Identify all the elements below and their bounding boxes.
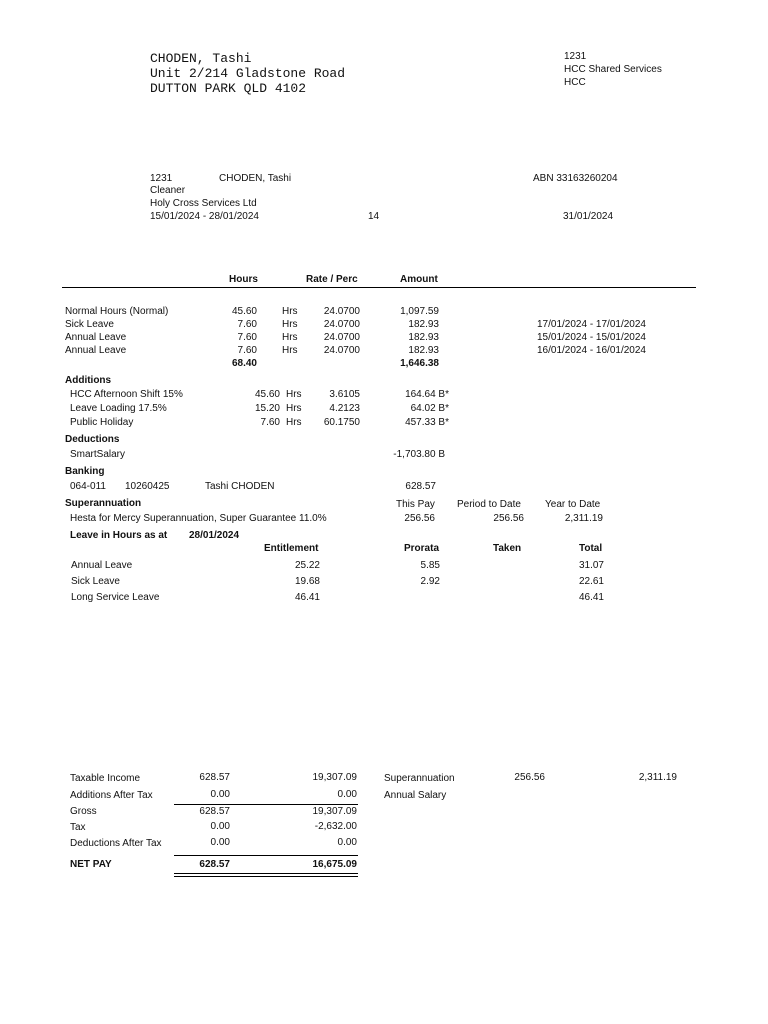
- banking-name: Tashi CHODEN: [205, 481, 275, 492]
- summary-current: 0.00: [210, 821, 230, 832]
- summary-ytd: 19,307.09: [312, 806, 357, 817]
- earning-unit: Hrs: [282, 332, 298, 343]
- leave-total: 31.07: [578, 560, 604, 571]
- leave-prorata: 5.85: [420, 560, 440, 571]
- leave-total: 22.61: [578, 576, 604, 587]
- header-divider: [62, 287, 696, 288]
- employer-line1: HCC Shared Services: [564, 64, 662, 75]
- super-period: 256.56: [493, 513, 524, 524]
- summary-current: 628.57: [199, 806, 230, 817]
- net-pay-current: 628.57: [199, 859, 230, 870]
- addition-amount: 164.64 B*: [405, 389, 449, 400]
- summary-label: Additions After Tax: [70, 790, 153, 801]
- addition-label: Leave Loading 17.5%: [70, 403, 167, 414]
- addition-label: Public Holiday: [70, 417, 134, 428]
- earning-rate: 24.0700: [323, 345, 360, 356]
- employee-role: Cleaner: [150, 185, 186, 196]
- earning-dates: 16/01/2024 - 16/01/2024: [537, 345, 646, 356]
- addition-amount: 457.33 B*: [405, 417, 449, 428]
- employer-line2: HCC: [564, 77, 586, 88]
- earning-hours: 7.60: [237, 319, 257, 330]
- addition-hours: 45.60: [254, 389, 280, 400]
- summary-label: Tax: [70, 822, 86, 833]
- employee-company: Holy Cross Services Ltd: [150, 198, 257, 209]
- address-name: CHODEN, Tashi: [150, 51, 252, 66]
- header-amount: Amount: [400, 274, 438, 285]
- earning-label: Annual Leave: [65, 345, 127, 356]
- header-rate: Rate / Perc: [306, 274, 358, 285]
- summary-right-ytd: 2,311.19: [638, 772, 677, 783]
- leave-total: 46.41: [578, 592, 604, 603]
- address-block: [150, 51, 345, 96]
- net-pay-double-line-1: [174, 873, 358, 874]
- employee-name: CHODEN, Tashi: [219, 173, 292, 184]
- earning-unit: Hrs: [282, 319, 298, 330]
- leave-header-prorata: Prorata: [404, 543, 440, 554]
- net-pay-double-line-2: [174, 876, 358, 877]
- pay-period: 15/01/2024 - 28/01/2024: [150, 211, 259, 222]
- leave-label: Long Service Leave: [71, 592, 160, 603]
- summary-label: Gross: [70, 806, 97, 817]
- earning-label: Annual Leave: [65, 332, 127, 343]
- address-line2: DUTTON PARK QLD 4102: [150, 81, 307, 96]
- net-pay-label: NET PAY: [70, 859, 112, 870]
- header-hours: Hours: [229, 274, 258, 285]
- pay-date: 31/01/2024: [563, 211, 614, 222]
- leave-entitlement: 46.41: [294, 592, 320, 603]
- banking-title: Banking: [65, 466, 105, 477]
- addition-rate: 60.1750: [323, 417, 360, 428]
- summary-right-current: 256.56: [514, 772, 545, 783]
- deduction-label: SmartSalary: [70, 449, 126, 460]
- earning-dates: 15/01/2024 - 15/01/2024: [537, 332, 646, 343]
- earning-unit: Hrs: [282, 306, 298, 317]
- earning-hours: 45.60: [231, 306, 257, 317]
- super-header-this-pay: This Pay: [396, 499, 435, 510]
- employee-id: 1231: [150, 173, 173, 184]
- addition-hours: 7.60: [260, 417, 280, 428]
- summary-ytd: 19,307.09: [312, 772, 357, 783]
- net-pay-top-divider: [174, 855, 358, 856]
- addition-rate: 3.6105: [329, 389, 360, 400]
- leave-header-taken: Taken: [493, 543, 522, 554]
- employer-code: 1231: [564, 51, 587, 62]
- summary-label: Taxable Income: [70, 773, 141, 784]
- leave-prorata: 2.92: [420, 576, 440, 587]
- leave-header-entitlement: Entitlement: [264, 543, 319, 554]
- summary-ytd: 0.00: [337, 837, 357, 848]
- additions-title: Additions: [65, 375, 112, 386]
- employer-block: [564, 50, 662, 89]
- earnings-total-hours: 68.40: [231, 358, 257, 369]
- earning-rate: 24.0700: [323, 319, 360, 330]
- leave-label: Sick Leave: [71, 576, 120, 587]
- period-days: 14: [368, 211, 380, 222]
- summary-label: Deductions After Tax: [70, 838, 162, 849]
- super-header-year: Year to Date: [545, 499, 601, 510]
- super-label: Hesta for Mercy Superannuation, Super Guarantee 11.0%: [70, 513, 327, 524]
- summary-divider: [174, 804, 358, 805]
- summary-right-label: Superannuation: [384, 773, 455, 784]
- addition-unit: Hrs: [286, 389, 302, 400]
- earning-hours: 7.60: [237, 345, 257, 356]
- summary-current: 628.57: [199, 772, 230, 783]
- banking-amount: 628.57: [405, 481, 436, 492]
- earning-amount: 182.93: [408, 332, 439, 343]
- banking-bsb: 064-011: [70, 481, 106, 492]
- earning-hours: 7.60: [237, 332, 257, 343]
- addition-unit: Hrs: [286, 403, 302, 414]
- addition-rate: 4.2123: [329, 403, 360, 414]
- earning-amount: 182.93: [408, 345, 439, 356]
- net-pay-ytd: 16,675.09: [312, 859, 357, 870]
- deduction-amount: -1,703.80 B: [393, 449, 445, 460]
- earnings-total-amount: 1,646.38: [400, 358, 439, 369]
- deductions-title: Deductions: [65, 434, 120, 445]
- address-line1: Unit 2/214 Gladstone Road: [150, 66, 346, 81]
- leave-entitlement: 19.68: [294, 576, 320, 587]
- leave-header-total: Total: [579, 543, 603, 554]
- earning-rate: 24.0700: [323, 332, 360, 343]
- leave-date: 28/01/2024: [189, 530, 240, 541]
- employee-abn: ABN 33163260204: [533, 173, 618, 184]
- earning-label: Sick Leave: [65, 319, 114, 330]
- super-this-pay: 256.56: [404, 513, 435, 524]
- earning-label: Normal Hours (Normal): [65, 306, 169, 317]
- earning-dates: 17/01/2024 - 17/01/2024: [537, 319, 646, 330]
- summary-current: 0.00: [210, 789, 230, 800]
- summary-current: 0.00: [210, 837, 230, 848]
- super-header-period: Period to Date: [457, 499, 521, 510]
- summary-right-label: Annual Salary: [384, 790, 447, 801]
- leave-entitlement: 25.22: [294, 560, 320, 571]
- leave-title: Leave in Hours as at: [70, 530, 168, 541]
- addition-unit: Hrs: [286, 417, 302, 428]
- summary-ytd: 0.00: [337, 789, 357, 800]
- earning-unit: Hrs: [282, 345, 298, 356]
- earning-amount: 182.93: [408, 319, 439, 330]
- earning-rate: 24.0700: [323, 306, 360, 317]
- addition-hours: 15.20: [254, 403, 280, 414]
- addition-label: HCC Afternoon Shift 15%: [70, 389, 183, 400]
- banking-account: 10260425: [125, 481, 170, 492]
- earning-amount: 1,097.59: [400, 306, 439, 317]
- addition-amount: 64.02 B*: [410, 403, 449, 414]
- leave-label: Annual Leave: [71, 560, 133, 571]
- summary-ytd: -2,632.00: [314, 821, 357, 832]
- super-year: 2,311.19: [564, 513, 603, 524]
- super-title: Superannuation: [65, 498, 142, 509]
